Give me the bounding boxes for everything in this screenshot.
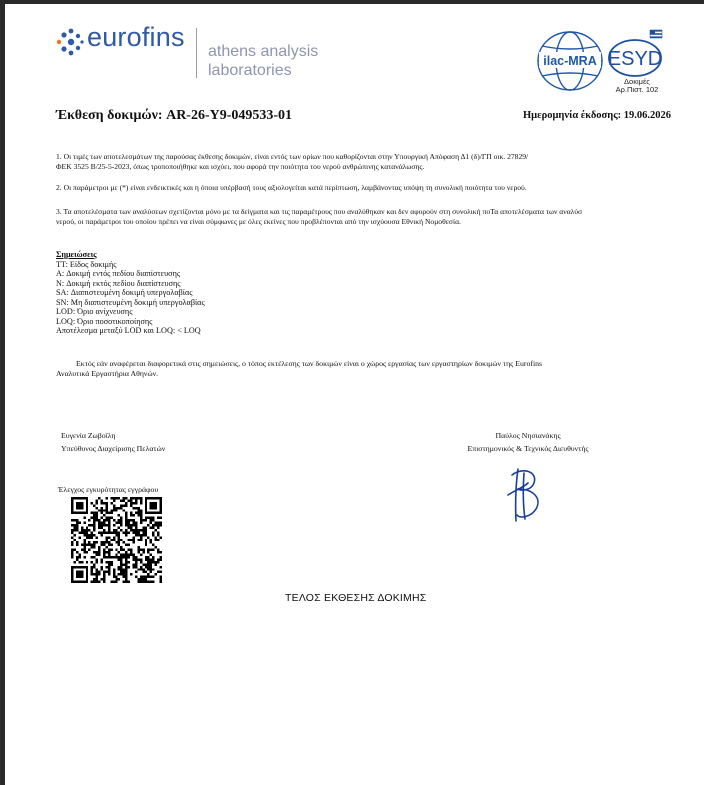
note-2	[56, 183, 527, 193]
note-line: 1. Οι τιμές των αποτελεσμάτων της παρούσας έκθεσης δοκιμών, είναι εντός των ορίων που καθορίζονται στην Υπουργική Απόφαση Δ1 (δ)/ΓΠ οικ. 27829/	[56, 152, 529, 161]
qr-label: Έλεγχος εγκυρότητας εγγράφου	[58, 485, 159, 494]
report-page	[5, 4, 704, 785]
handwritten-signature-icon	[498, 465, 548, 525]
esyd-label: ESYD	[607, 48, 663, 70]
accreditation-certificate: Αρ.Πιστ. 102	[615, 85, 659, 94]
lab-name	[208, 42, 318, 80]
legend-item: LOQ: Όριο ποσοτικοποίησης	[56, 316, 153, 326]
ilac-label: ilac-MRA	[543, 54, 597, 68]
location-line: Εκτός εάν αναφέρεται διαφορετικά στις σημειώσεις, ο τόπος εκτέλεσης των δοκιμών είναι ο χώρος εργασίας των εργαστηρίων δοκιμών της Eurofins	[76, 359, 543, 368]
legend-item: TT: Είδος δοκιμής	[56, 259, 117, 269]
legend-item: A: Δοκιμή εντός πεδίου διαπίστευσης	[56, 269, 181, 278]
signatory-right	[453, 429, 603, 455]
accreditation-type: Δοκιμές	[624, 77, 650, 86]
lab-name-line2: laboratories	[208, 62, 292, 79]
esyd-logo-icon	[606, 28, 666, 80]
legend-item: LOD: Όριο ανίχνευσης	[56, 307, 133, 316]
legend-item: SN: Μη διαπιστευμένη δοκιμή υπεργολαβίας	[56, 297, 205, 307]
accreditation-text	[595, 78, 679, 94]
issue-date: Ημερομηνία έκδοσης: 19.06.2026	[522, 110, 671, 121]
lab-name-line1: athens analysis	[208, 43, 319, 60]
eurofins-logo-text: eurofins	[87, 22, 185, 52]
note-3	[56, 207, 582, 226]
signatory-name: Παύλος Νησιανάκης	[495, 431, 561, 440]
note-line: 2. Οι παράμετροι με (*) είναι ενδεικτικές και η όποια υπέρβασή τους αξιολογείται κατά περίπτωση, λαμβάνοντας υπόψη τη συνολική ποιότητα του νερού.	[56, 183, 527, 192]
end-of-report: ΤΕΛΟΣ ΕΚΘΕΣΗΣ ΔΟΚΙΜΗΣ	[285, 592, 427, 604]
eurofins-dots-icon	[54, 27, 84, 57]
signatory-role: Υπεύθυνος Διαχείρισης Πελατών	[61, 444, 166, 453]
note-line: 3. Τα αποτελέσματα των αναλύσεων σχετίζονται μόνο με τα δείγματα και τις παραμέτρους που αναλύθηκαν και δεν αφορούν στη συνολική ποΤα αποτελέσματα των αναλύσ	[56, 207, 583, 216]
legend-item: SA: Διαπιστευμένη δοκιμή υπεργολαβίας	[56, 288, 193, 297]
signatory-name: Ευγενία Ζωβοΐλη	[61, 431, 116, 440]
logo-divider	[196, 28, 197, 78]
legend-item: N: Δοκιμή εκτός πεδίου διαπίστευσης	[56, 278, 181, 288]
report-title: Έκθεση δοκιμών: AR-26-Y9-049533-01	[56, 108, 293, 123]
legend-heading: Σημειώσεις	[56, 250, 97, 259]
legend	[56, 250, 205, 336]
signatory-role: Επιστημονικός & Τεχνικός Διευθυντής	[467, 444, 589, 453]
location-note	[56, 359, 542, 379]
note-line: νερού, οι παράμετροι του οποίου πρέπει να είναι σύμφωνες με όλες εκείνες που προβλέπονται από την ισχύουσα Εθνική Νομοθεσία.	[56, 216, 461, 226]
signatory-left	[61, 429, 165, 455]
qr-code-icon[interactable]	[71, 497, 162, 583]
location-line: Αναλυτικά Εργαστήρια Αθηνών.	[56, 369, 159, 378]
note-1	[56, 152, 528, 171]
legend-item: Αποτέλεσμα μεταξύ LOD και LOQ: < LOQ	[56, 326, 201, 335]
note-line: ΦΕΚ 3525 Β/25-5-2023, όπως τροποποιήθηκε και ισχύει, που αφορά την ποιότητα του νερού ανθρώπινης κατανάλωσης.	[56, 161, 425, 171]
